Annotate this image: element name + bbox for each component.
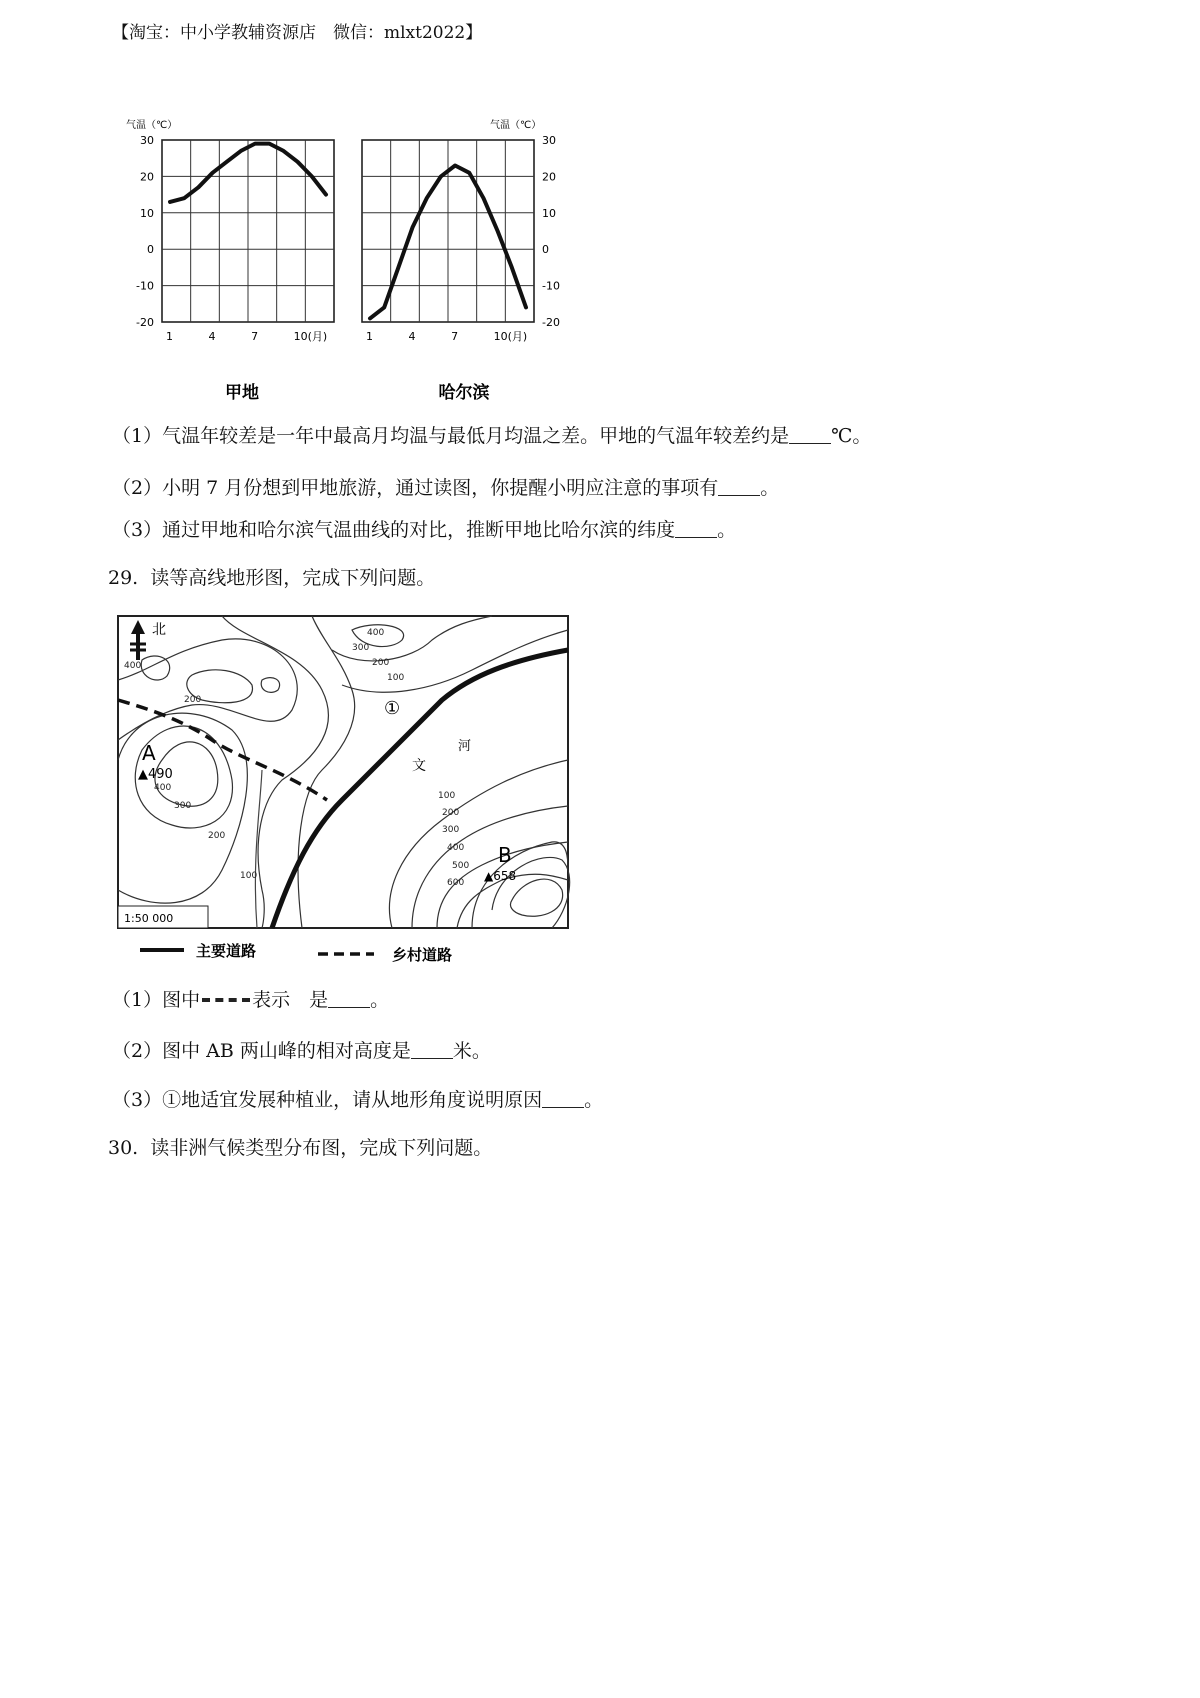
right-chart-harbin — [362, 119, 560, 343]
contour-label: 400 — [447, 843, 465, 853]
peak-a-elevation: ▲490 — [138, 767, 173, 782]
contour-label: 200 — [208, 831, 226, 841]
left-data-point — [268, 142, 271, 145]
left-data-point — [310, 175, 313, 178]
right-data-point — [524, 306, 527, 309]
q28-sub3 — [112, 515, 736, 542]
contour-label: 200 — [442, 808, 460, 818]
contour-label: 600 — [447, 878, 465, 888]
right-data-point — [397, 266, 400, 269]
right-data-point — [496, 229, 499, 232]
left-data-point — [183, 197, 186, 200]
right-chart-title: 哈尔滨 — [438, 383, 490, 403]
q29-sub1-text: （1）图中 — [112, 989, 201, 1011]
right-data-point — [368, 317, 371, 320]
left-chart-jiadi — [126, 119, 334, 343]
q29-sub2-text: （2）图中 AB 两山峰的相对高度是 — [112, 1040, 411, 1062]
q30-title: 30. 读非洲气候类型分布图，完成下列问题。 — [108, 1137, 493, 1159]
q28-sub1-text: （1）气温年较差是一年中最高月均温与最低月均温之差。甲地的气温年较差约是 — [112, 425, 790, 447]
right-x-tick-label: 7 — [451, 330, 459, 343]
right-y-tick-label: -10 — [542, 279, 560, 293]
right-y-tick-label: 0 — [542, 243, 549, 257]
left-y-tick-label: -20 — [136, 316, 154, 329]
right-y-axis-label: 气温（℃） — [490, 120, 542, 131]
contour-label: 200 — [184, 695, 202, 705]
contour-label: 400 — [367, 628, 385, 638]
right-data-point — [453, 164, 456, 167]
village-label: 文 — [412, 758, 426, 774]
left-data-point — [168, 200, 171, 203]
q29-sub3-text: （3）①地适宜发展种植业，请从地形角度说明原因 — [112, 1089, 543, 1111]
page-header: 【淘宝：中小学教辅资源店 微信：mlxt2022】 — [112, 23, 483, 43]
q29-sub2-blank[interactable] — [411, 1040, 453, 1059]
right-x-tick-label: 1 — [366, 330, 373, 343]
peak-a-label: A — [142, 741, 156, 765]
right-data-point — [425, 197, 428, 200]
q29-sub1-end: 。 — [370, 989, 390, 1011]
right-x-tick-label: 10(月) — [493, 330, 528, 343]
q28-sub3-end: 。 — [717, 519, 737, 541]
left-y-tick-label: 30 — [140, 134, 154, 147]
contour-label: 300 — [174, 801, 192, 811]
left-data-point — [225, 160, 228, 163]
scale-label: 1:50 000 — [124, 912, 174, 925]
q28-sub3-blank[interactable] — [675, 519, 717, 538]
right-y-tick-label: 10 — [542, 206, 556, 220]
left-data-point — [282, 149, 285, 152]
contour-label: 100 — [387, 673, 405, 683]
left-data-point — [324, 193, 327, 196]
q28-sub2 — [112, 473, 779, 500]
q29-sub3-end: 。 — [584, 1089, 604, 1111]
q28-sub2-end: 。 — [760, 477, 780, 499]
right-data-point — [510, 266, 513, 269]
q29-sub1 — [112, 985, 389, 1012]
contour-label: 100 — [438, 791, 456, 801]
river-label: 河 — [458, 739, 472, 754]
q29-sub2 — [112, 1036, 491, 1063]
right-data-point — [468, 171, 471, 174]
right-y-tick-label: 20 — [542, 170, 556, 184]
contour-map — [112, 610, 582, 972]
contour-label: 500 — [452, 861, 470, 871]
right-x-tick-label: 4 — [408, 330, 416, 343]
q28-sub2-text: （2）小明 7 月份想到甲地旅游，通过读图，你提醒小明应注意的事项有 — [112, 477, 719, 499]
q28-sub3-text: （3）通过甲地和哈尔滨气温曲线的对比，推断甲地比哈尔滨的纬度 — [112, 519, 676, 541]
left-data-point — [197, 186, 200, 189]
climate-charts-figure — [112, 110, 632, 410]
legend-main-road-label: 主要道路 — [196, 942, 257, 960]
right-data-point — [439, 175, 442, 178]
peak-b-elevation: ▲658 — [484, 869, 517, 883]
left-x-tick-label: 1 — [166, 330, 173, 343]
q29-title: 29. 读等高线地形图，完成下列问题。 — [108, 567, 436, 589]
contour-label: 300 — [442, 825, 460, 835]
left-chart-title: 甲地 — [225, 383, 259, 403]
area-1-label: ① — [384, 698, 401, 719]
legend-rural-road-label: 乡村道路 — [392, 946, 453, 964]
q28-sub2-blank[interactable] — [718, 477, 760, 496]
left-y-axis-label: 气温（℃） — [126, 120, 178, 131]
left-x-tick-label: 10(月) — [293, 330, 328, 343]
contour-label: 400 — [124, 661, 142, 671]
left-y-tick-label: 20 — [140, 170, 154, 184]
q28-sub1-unit: ℃。 — [831, 425, 872, 447]
q28-sub1 — [112, 421, 871, 448]
peak-b-label: B — [498, 843, 512, 867]
left-y-tick-label: 0 — [147, 243, 154, 257]
right-data-point — [383, 306, 386, 309]
contour-label: 200 — [372, 658, 390, 668]
dashed-road-symbol-icon — [202, 990, 250, 1002]
right-y-tick-label: -20 — [542, 316, 560, 329]
left-x-tick-label: 4 — [208, 330, 216, 343]
q29-sub2-unit: 米。 — [452, 1040, 491, 1062]
left-data-point — [239, 149, 242, 152]
north-label: 北 — [152, 622, 166, 638]
contour-label: 400 — [154, 783, 172, 793]
contour-label: 100 — [240, 871, 258, 881]
left-y-tick-label: 10 — [140, 206, 154, 220]
left-data-point — [296, 160, 299, 163]
right-data-point — [482, 197, 485, 200]
left-data-point — [211, 171, 214, 174]
q29-sub3 — [112, 1085, 603, 1112]
q29-sub1-blank[interactable] — [328, 989, 370, 1008]
contour-label: 300 — [352, 643, 370, 653]
q29-sub3-blank[interactable] — [542, 1089, 584, 1108]
left-data-point — [253, 142, 256, 145]
q28-sub1-blank[interactable] — [789, 425, 831, 444]
right-y-tick-label: 30 — [542, 134, 556, 147]
left-x-tick-label: 7 — [251, 330, 259, 343]
right-data-point — [411, 226, 414, 229]
left-y-tick-label: -10 — [136, 279, 154, 293]
q29-sub1-text2: 表示 是 — [252, 989, 329, 1011]
